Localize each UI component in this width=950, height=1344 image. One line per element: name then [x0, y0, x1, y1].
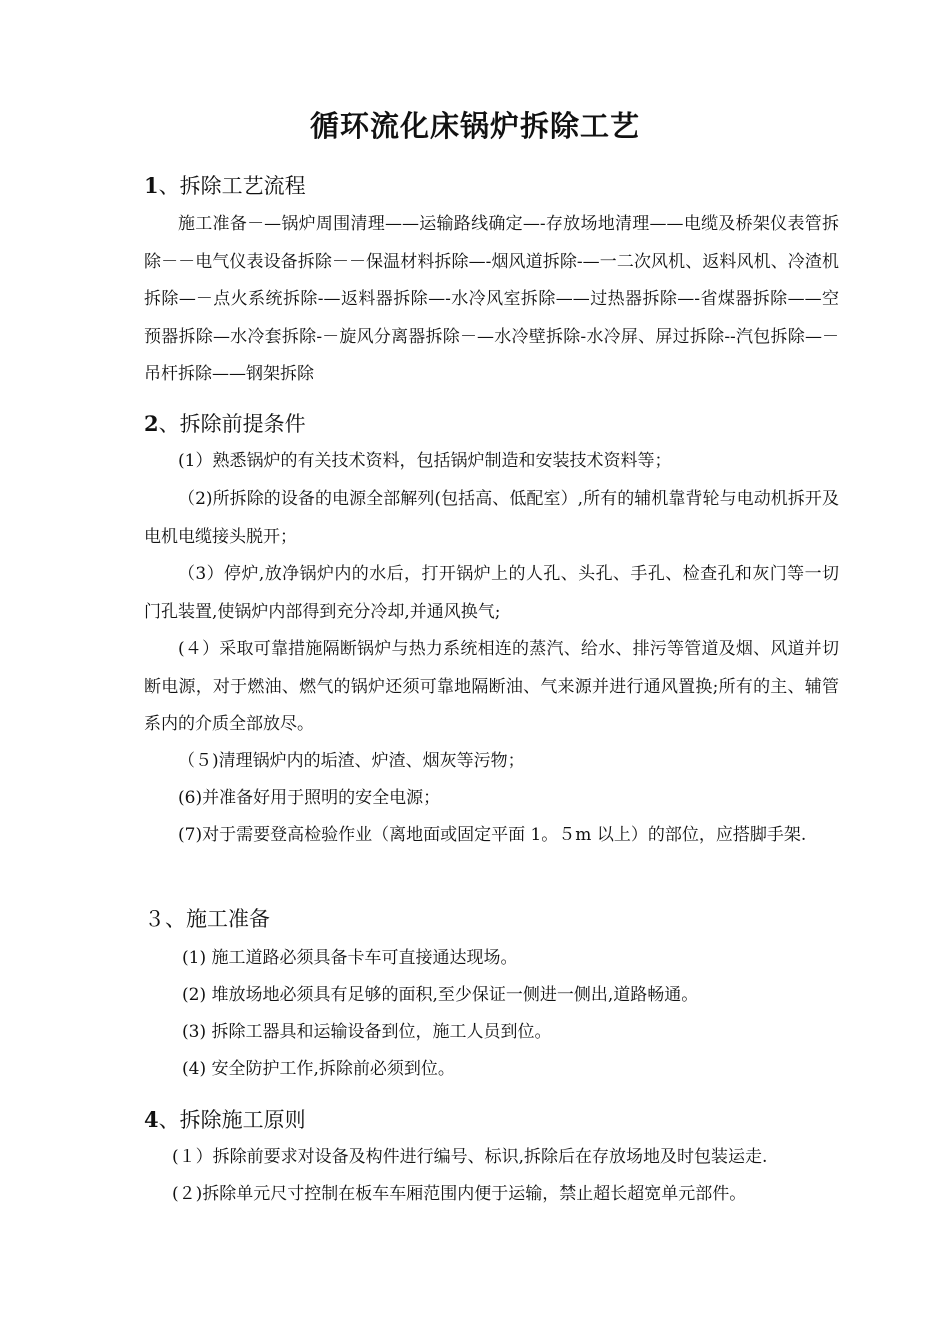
list-item: (2) 堆放场地必须具有足够的面积,至少保证一侧进一侧出,道路畅通。	[182, 985, 699, 1005]
section-heading-3	[144, 903, 270, 933]
list-item: (7)对于需要登高检验作业（离地面或固定平面 1。５m 以上）的部位，应搭脚手架.	[178, 825, 807, 845]
section-heading-4	[144, 1104, 306, 1134]
section-title: 、拆除工艺流程	[158, 174, 306, 198]
list-item: (２)拆除单元尺寸控制在板车车厢范围内便于运输，禁止超长超宽单元部件。	[172, 1184, 747, 1204]
section-heading-1	[144, 170, 306, 200]
process-flow-paragraph: 施工准备－—锅炉周围清理——运输路线确定—-存放场地清理——电缆及桥架仪表管拆除－－电气仪表设备拆除－－保温材料拆除—-烟风道拆除-—一二次风机、返料风机、冷渣机拆除—－点火系统拆除-—返料器拆除—-水冷风室拆除——过热器拆除—-省煤器拆除——空预器拆除—水冷套拆除-－旋风分离器拆除－—水冷壁拆除-水冷屏、屏过拆除--汽包拆除—－吊杆拆除——钢架拆除	[144, 214, 839, 384]
list-item: (1) 施工道路必须具备卡车可直接通达现场。	[182, 948, 518, 968]
section-heading-2	[144, 408, 306, 438]
section-title: 、施工准备	[165, 907, 270, 931]
page-title: 循环流化床锅炉拆除工艺	[309, 109, 640, 143]
list-item: (１）拆除前要求对设备及构件进行编号、标识,拆除后在存放场地及时包装运走.	[172, 1147, 768, 1167]
list-item: （3）停炉,放净锅炉内的水后，打开锅炉上的人孔、头孔、手孔、检查孔和灰门等一切门孔装置,使锅炉内部得到充分冷却,并通风换气;	[144, 564, 839, 622]
section-title: 、拆除前提条件	[158, 412, 306, 436]
section-number: ３	[144, 907, 165, 931]
section-number: 2	[144, 411, 159, 436]
section-title: 、拆除施工原则	[158, 1108, 306, 1132]
list-item: (3) 拆除工器具和运输设备到位，施工人员到位。	[182, 1022, 552, 1042]
list-item: (4) 安全防护工作,拆除前必须到位。	[182, 1059, 455, 1079]
section-number: 4	[144, 1107, 159, 1132]
list-item: (４）采取可靠措施隔断锅炉与热力系统相连的蒸汽、给水、排污等管道及烟、风道并切断电源，对于燃油、燃气的锅炉还须可靠地隔断油、气来源并进行通风置换;所有的主、辅管系内的介质全部放尽。	[144, 639, 839, 734]
list-item: （５)清理锅炉内的垢渣、炉渣、烟灰等污物；	[178, 751, 525, 771]
list-item: (6)并准备好用于照明的安全电源；	[178, 788, 441, 808]
list-item: (1）熟悉锅炉的有关技术资料，包括锅炉制造和安装技术资料等；	[178, 451, 672, 471]
list-item: （2)所拆除的设备的电源全部解列(包括高、低配室）,所有的辅机靠背轮与电动机拆开及电机电缆接头脱开；	[144, 489, 839, 547]
section-number: 1	[144, 173, 159, 198]
